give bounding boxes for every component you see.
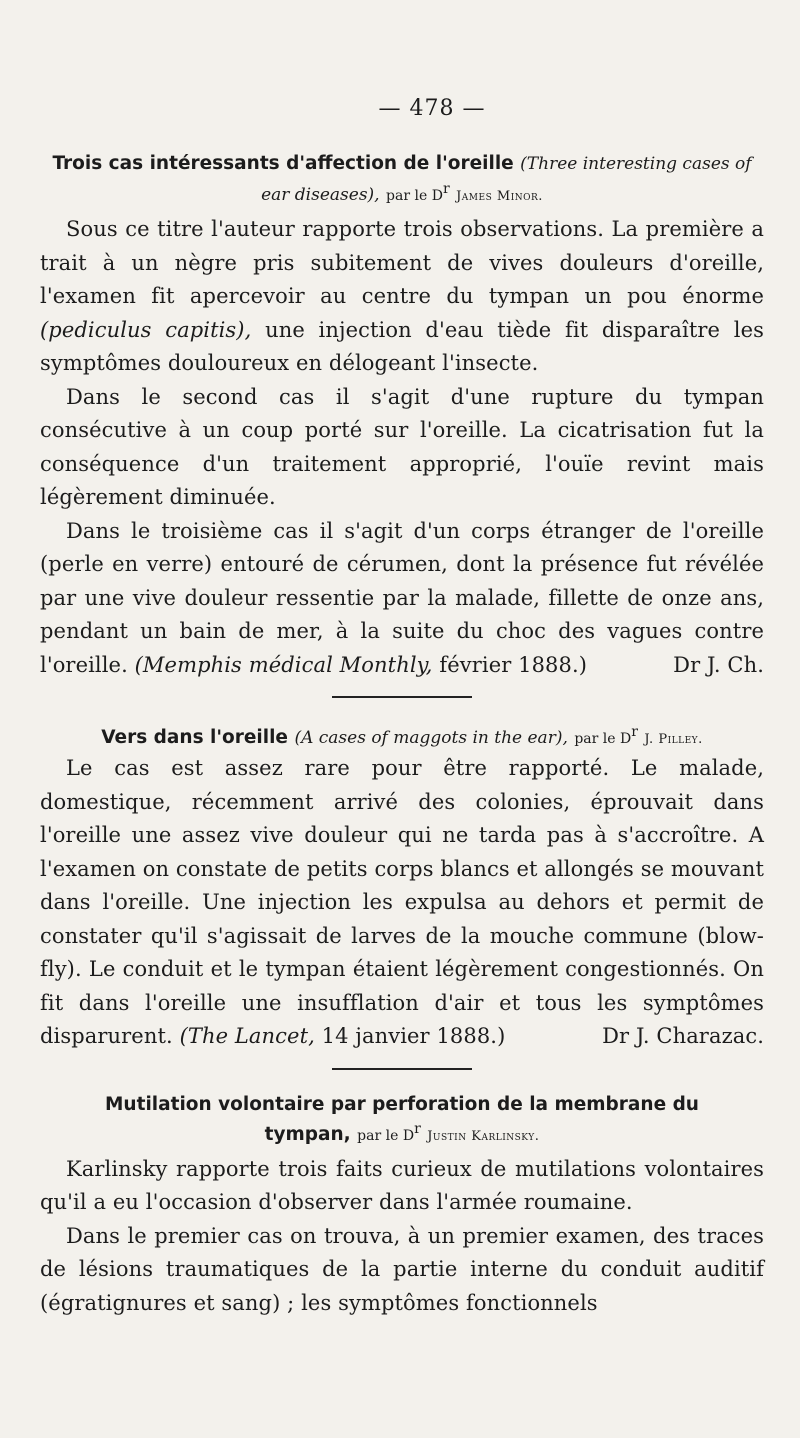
article-1-title-bold: Trois cas intéressants d'affection de l'oreille — [52, 153, 514, 174]
article-1-source: (Memphis médical Monthly, — [134, 652, 433, 677]
page-number: — 478 — — [378, 96, 486, 121]
article-1-paragraph-1 — [40, 213, 764, 381]
article-3-paragraph-2: Dans le premier cas on trouva, à un premier examen, des traces de lésions traumatiques de la partie interne du conduit auditif (égratignures et sang) ; les symptômes fonctionnels — [40, 1223, 764, 1315]
page — [40, 96, 764, 1320]
article-3-title-by: par le D — [357, 1127, 415, 1144]
article-2-source: (The Lancet, — [179, 1024, 315, 1049]
article-1-paragraph-2: Dans le second cas il s'agit d'une rupture du tympan consécutive à un coup porté sur l'oreille. La cicatrisation fut la conséquence d'un traitement approprié, l'ouïe revint mais légèrement diminuée. — [40, 384, 764, 510]
article-2-title-by: par le D — [574, 731, 632, 748]
article-2-title-italic: (A cases of maggots in the ear), — [294, 728, 568, 749]
article-2-source-date: 14 janvier 1888.) — [321, 1024, 506, 1049]
article-3-paragraph-1: Karlinsky rapporte trois faits curieux de mutilations volontaires qu'il a eu l'occasion d'observer dans l'armée roumaine. — [40, 1156, 764, 1215]
article-3-title-bold-1: Mutilation volontaire par perforation de la membrane du — [105, 1093, 699, 1115]
article-3-author: Justin Karlinsky. — [427, 1128, 540, 1144]
article-2-title-bold: Vers dans l'oreille — [101, 727, 288, 749]
article-3-title — [40, 1092, 764, 1149]
article-1-signature: Dr J. Ch. — [673, 652, 764, 677]
article-1-title — [40, 151, 764, 209]
article-1-p1-text: Sous ce titre l'auteur rapporte trois observations. La première a trait à un nègre pris subitement de vives douleurs d'oreille, l'examen fit apercevoir au centre du tympan un pou énorme — [40, 217, 764, 309]
article-1-p3-text: Dans le troisième cas il s'agit d'un corps étranger de l'oreille (perle en verre) entouré de cérumen, dont la présence fut révélée par une vive douleur ressentie par la malade, fillette de onze ans, pendant un bain de mer, à la suite du choc des vagues contre l'oreille. — [40, 518, 764, 677]
article-3-title-sup: r — [414, 1120, 421, 1137]
article-2-text: Le cas est assez rare pour être rapporté. Le malade, domestique, récemment arrivé des colonies, éprouvait dans l'oreille une assez vive douleur qui ne tarda pas à s'accroître. A l'examen on constate de petits corps blancs et allongés se mouvant dans l'oreille. Une injection les expulsa au dehors et permit de constater qu'il s'agissait de larves de la mouche commune (blow-fly). Le conduit et le tympan étaient légèrement congestionnés. On fit dans l'oreille une insufflation d'air et tous les symptômes disparurent. — [40, 756, 764, 1049]
divider-1 — [332, 696, 472, 698]
article-1-title-italic: (Three interesting cases of ear diseases), — [261, 154, 752, 206]
article-1-p1-end: une injection d'eau tiède fit disparaître les symptômes douloureux en délogeant l'insecte. — [40, 317, 764, 376]
article-2-title-sup: r — [631, 724, 638, 741]
article-1-title-by: par le D — [386, 188, 443, 205]
article-2-author: J. Pilley. — [644, 732, 703, 748]
article-2-title — [40, 720, 764, 752]
article-1-p1-italic: (pediculus capitis), — [40, 317, 252, 342]
divider-2 — [332, 1068, 472, 1070]
article-2-signature: Dr J. Charazac. — [602, 1024, 764, 1049]
article-1-title-sup: r — [442, 181, 450, 197]
article-1-source-date: février 1888.) — [439, 652, 588, 677]
article-2-paragraph — [40, 752, 764, 1054]
article-3-title-bold-2: tympan, — [264, 1123, 351, 1145]
article-1-author: James Minor. — [456, 189, 543, 205]
article-1-paragraph-3 — [40, 515, 764, 683]
